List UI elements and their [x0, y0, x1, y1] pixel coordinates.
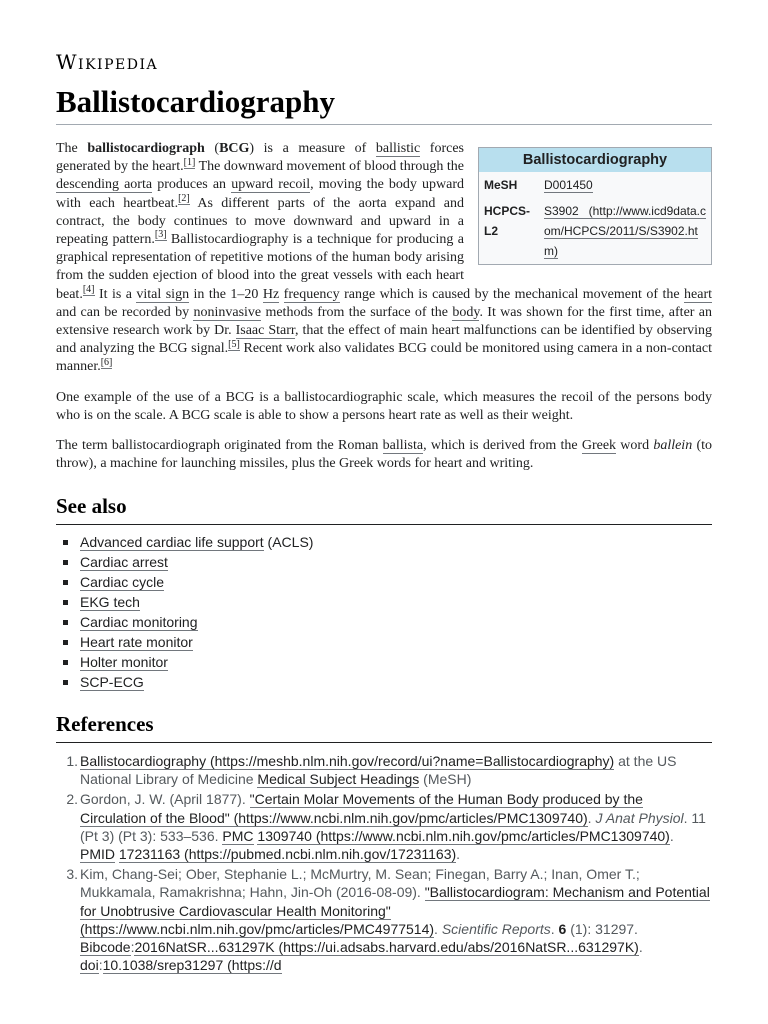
- bullet-icon: [63, 680, 68, 685]
- bullet-icon: [63, 560, 68, 565]
- see-also-list: [56, 532, 712, 692]
- bullet-icon: [63, 620, 68, 625]
- intro-paragraph-2: One example of the use of a BCG is a ballistocardiographic scale, which measures the recoil of the persons body who is on the scale. A BCG scale is able to show a persons heart rate as well as their weight.: [56, 389, 712, 423]
- infobox-row-hcpcs: [479, 198, 711, 264]
- wikipedia-logo[interactable]: Wikipedia: [56, 50, 159, 74]
- ref-5[interactable]: [5]: [228, 338, 240, 350]
- page-title: Ballistocardiography: [56, 84, 712, 125]
- link-hz[interactable]: Hz: [262, 286, 280, 302]
- link-heart[interactable]: heart: [684, 286, 712, 302]
- see-also-link[interactable]: Advanced cardiac life support: [80, 534, 264, 550]
- list-item: [56, 572, 712, 592]
- bullet-icon: [63, 600, 68, 605]
- see-also-link[interactable]: Holter monitor: [80, 654, 168, 670]
- infobox-value[interactable]: [539, 172, 711, 198]
- intro-paragraph-3: The term ballistocardiograph originated from the Roman ballista, which is derived from the Greek word ballein (to throw), a machine for launching missiles, plus the Greek words for heart and writing.: [56, 438, 712, 472]
- reference-link[interactable]: Medical Subject Headings: [257, 771, 420, 788]
- reference-link[interactable]: PMC: [222, 827, 254, 844]
- hcpcs-link[interactable]: S3902 (http://www.icd9data.com/HCPCS/2011/S/S3902.htm): [544, 204, 706, 259]
- list-item: [56, 592, 712, 612]
- ref-2[interactable]: [2]: [178, 192, 190, 204]
- reference-link[interactable]: 2016NatSR...631297K (https://ui.adsabs.harvard.edu/abs/2016NatSR...631297K): [134, 939, 639, 956]
- ref-3[interactable]: [3]: [154, 229, 167, 241]
- reference-link[interactable]: "Certain Molar Movements of the Human Body produced by the Circulation of the Blood" (https://www.ncbi.nlm.nih.gov/pmc/articles/PMC1309740): [80, 791, 643, 826]
- references-list: [56, 752, 712, 976]
- reference-number: 3.: [66, 866, 78, 883]
- link-noninvasive[interactable]: noninvasive: [193, 304, 262, 320]
- ref-4[interactable]: [4]: [82, 283, 95, 295]
- link-greek[interactable]: Greek: [581, 438, 617, 454]
- reference-link[interactable]: Bibcode: [80, 939, 131, 956]
- bullet-icon: [63, 540, 68, 545]
- mesh-link[interactable]: D001450: [544, 178, 593, 193]
- see-also-heading: See also: [56, 494, 712, 525]
- ref-1[interactable]: [1]: [183, 156, 196, 168]
- article-intro: [56, 140, 712, 485]
- references-heading: References: [56, 712, 712, 743]
- link-ballista[interactable]: ballista: [382, 438, 424, 454]
- see-also-link[interactable]: Heart rate monitor: [80, 634, 193, 650]
- infobox-title: Ballistocardiography: [479, 148, 711, 172]
- ref-6[interactable]: [6]: [100, 356, 113, 368]
- infobox-row-mesh: [479, 172, 711, 198]
- link-upward-recoil[interactable]: upward recoil: [231, 177, 311, 193]
- infobox-label: MeSH: [484, 178, 518, 193]
- reference-link[interactable]: 17231163 (https://pubmed.ncbi.nlm.nih.gov/17231163): [118, 846, 457, 863]
- link-frequency[interactable]: frequency: [283, 286, 340, 302]
- reference-link[interactable]: 1309740 (https://www.ncbi.nlm.nih.gov/pmc/articles/PMC1309740): [257, 827, 670, 844]
- bullet-icon: [63, 580, 68, 585]
- link-vital-sign[interactable]: vital sign: [136, 286, 190, 302]
- reference-link[interactable]: doi: [80, 957, 99, 974]
- bullet-icon: [63, 640, 68, 645]
- see-also-link[interactable]: EKG tech: [80, 594, 140, 610]
- reference-link[interactable]: PMID: [80, 846, 115, 863]
- reference-link[interactable]: Ballistocardiography (https://meshb.nlm.nih.gov/record/ui?name=Ballistocardiography): [80, 753, 615, 769]
- reference-item: 1. Ballistocardiography (https://meshb.nlm.nih.gov/record/ui?name=Ballistocardiography) at the US National Library of Medicine Medical Subject Headings (MeSH): [56, 752, 712, 788]
- reference-link[interactable]: "Ballistocardiogram: Mechanism and Potential for Unobtrusive Cardiovascular Health Monitoring" (https://www.ncbi.nlm.nih.gov/pmc/articles/PMC4977514): [80, 884, 710, 937]
- see-also-link[interactable]: Cardiac cycle: [80, 574, 165, 590]
- link-descending-aorta[interactable]: descending aorta: [56, 177, 153, 193]
- reference-number: 1.: [66, 753, 78, 769]
- see-also-link[interactable]: Cardiac monitoring: [80, 614, 198, 630]
- see-also-link[interactable]: SCP-ECG: [80, 674, 144, 690]
- bullet-icon: [63, 660, 68, 665]
- list-item: [56, 612, 712, 632]
- infobox-value[interactable]: [539, 198, 711, 264]
- link-ballistic[interactable]: ballistic: [375, 141, 421, 156]
- list-item: [56, 652, 712, 672]
- list-item: Advanced cardiac life support (ACLS): [56, 532, 712, 552]
- see-also-link[interactable]: Cardiac arrest: [80, 554, 168, 570]
- list-item: [56, 552, 712, 572]
- link-body[interactable]: body: [452, 304, 480, 320]
- list-item: [56, 672, 712, 692]
- link-isaac-starr[interactable]: Isaac Starr: [235, 323, 295, 339]
- infobox-label: HCPCS-L2: [484, 204, 531, 239]
- reference-link[interactable]: 10.1038/srep31297 (https://d: [102, 957, 282, 974]
- intro-paragraph-1: The ballistocardiograph (BCG) is a measure of ballistic forces generated by the heart.[1] The downward movement of blood through the descending aorta produces an upward recoil, moving the body upward with each heartbeat.[2] As different parts of the aorta expand and contract, the body continues to move downward and upward in a repeating pattern.[3] Ballistocardiography is a technique for producing a graphical representation of repetitive motions of the human body arising from the sudden ejection of blood into the great vessels with each heart beat.[4] It is a vital sign in the 1–20 Hz frequency range which is caused by the mechanical movement of the heart and can be recorded by noninvasive methods from the surface of the body. It was shown for the first time, after an extensive research work by Dr. Isaac Starr, that the effect of main heart malfunctions can be identified by observing and analyzing the BCG signal.[5] Recent work also validates BCG could be monitored using camera in a non-contact manner.[6]: [56, 141, 713, 375]
- reference-number: 2.: [66, 791, 78, 808]
- infobox: [478, 147, 712, 265]
- reference-item: 3. Kim, Chang-Sei; Ober, Stephanie L.; McMurtry, M. Sean; Finegan, Barry A.; Inan, Omer T.; Mukkamala, Ramakrishna; Hahn, Jin-Oh (2016-08-09). "Ballistocardiogram: Mechanism and Potential for Unobtrusive Cardiovascular Health Monitoring" (https://www.ncbi.nlm.nih.gov/pmc/articles/PMC4977514). Scientific Reports. 6 (1): 31297. Bibcode:2016NatSR...631297K (https://ui.adsabs.harvard.edu/abs/2016NatSR...631297K). doi:10.1038/srep31297 (https://d: [56, 865, 712, 974]
- reference-item: 2. Gordon, J. W. (April 1877). "Certain Molar Movements of the Human Body produced by the Circulation of the Blood" (https://www.ncbi.nlm.nih.gov/pmc/articles/PMC1309740). J Anat Physiol. 11 (Pt 3) (Pt 3): 533–536. PMC 1309740 (https://www.ncbi.nlm.nih.gov/pmc/articles/PMC1309740). PMID 17231163 (https://pubmed.ncbi.nlm.nih.gov/17231163).: [56, 790, 712, 863]
- list-item: [56, 632, 712, 652]
- infobox-table: [479, 172, 711, 264]
